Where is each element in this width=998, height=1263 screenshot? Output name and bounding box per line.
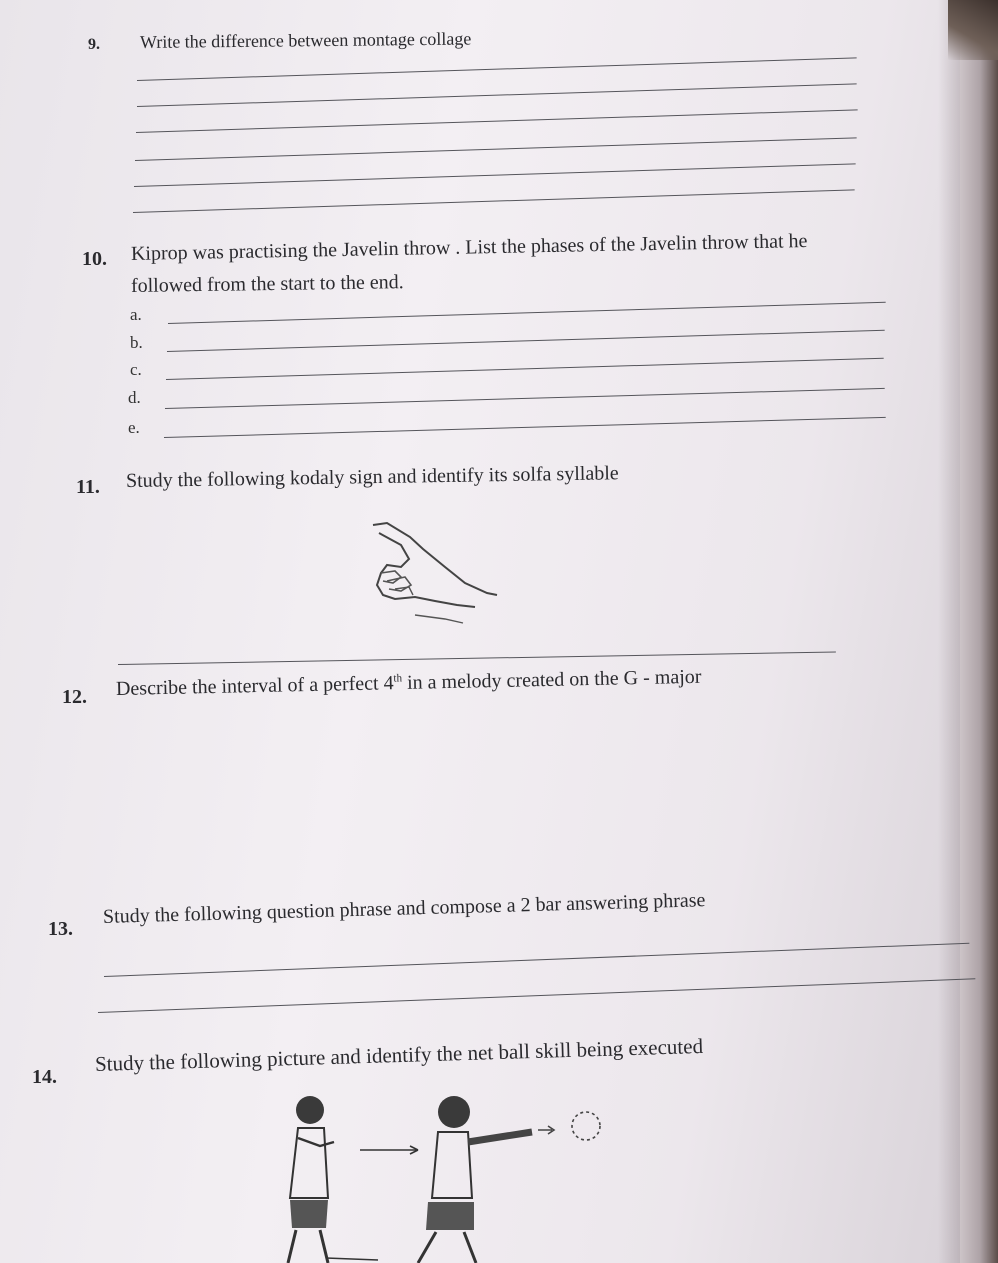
question-11 xyxy=(76,476,100,499)
option-c-label: c. xyxy=(130,360,142,379)
question-number: 11. xyxy=(76,476,100,498)
question-number: 12. xyxy=(62,686,87,708)
option-a-label: a. xyxy=(130,305,142,324)
question-number: 14. xyxy=(32,1066,57,1088)
question-10-text-line1: Kiprop was practising the Javelin throw . List the phases of the Javelin throw that he xyxy=(130,230,808,265)
option-d-label: d. xyxy=(128,388,141,407)
question-13-text: Study the following question phrase and compose a 2 bar answering phrase xyxy=(102,889,706,928)
netball-players-image xyxy=(268,1088,608,1263)
question-11-text: Study the following kodaly sign and identify its solfa syllable xyxy=(125,462,619,492)
question-12 xyxy=(62,686,87,709)
kodaly-hand-sign-image xyxy=(365,515,505,630)
question-12-text-before: Describe the interval of a perfect 4 xyxy=(115,672,394,700)
question-number: 13. xyxy=(48,918,73,940)
question-number: 9. xyxy=(88,36,100,53)
background-corner xyxy=(948,0,998,60)
question-13 xyxy=(48,918,73,941)
question-12-text-after: in a melody created on the G - major xyxy=(401,665,702,695)
option-e-label: e. xyxy=(128,418,140,437)
page-shadow xyxy=(938,0,998,1263)
superscript: th xyxy=(393,672,403,685)
option-b-label: b. xyxy=(130,333,143,352)
question-10-text-line2: followed from the start to the end. xyxy=(130,271,404,297)
question-14 xyxy=(32,1066,57,1089)
question-9 xyxy=(88,36,100,54)
question-14-text: Study the following picture and identify the net ball skill being executed xyxy=(94,1033,704,1076)
question-number: 10. xyxy=(82,248,107,270)
question-10 xyxy=(82,248,107,271)
question-9-text: Write the difference between montage collage xyxy=(139,28,472,52)
